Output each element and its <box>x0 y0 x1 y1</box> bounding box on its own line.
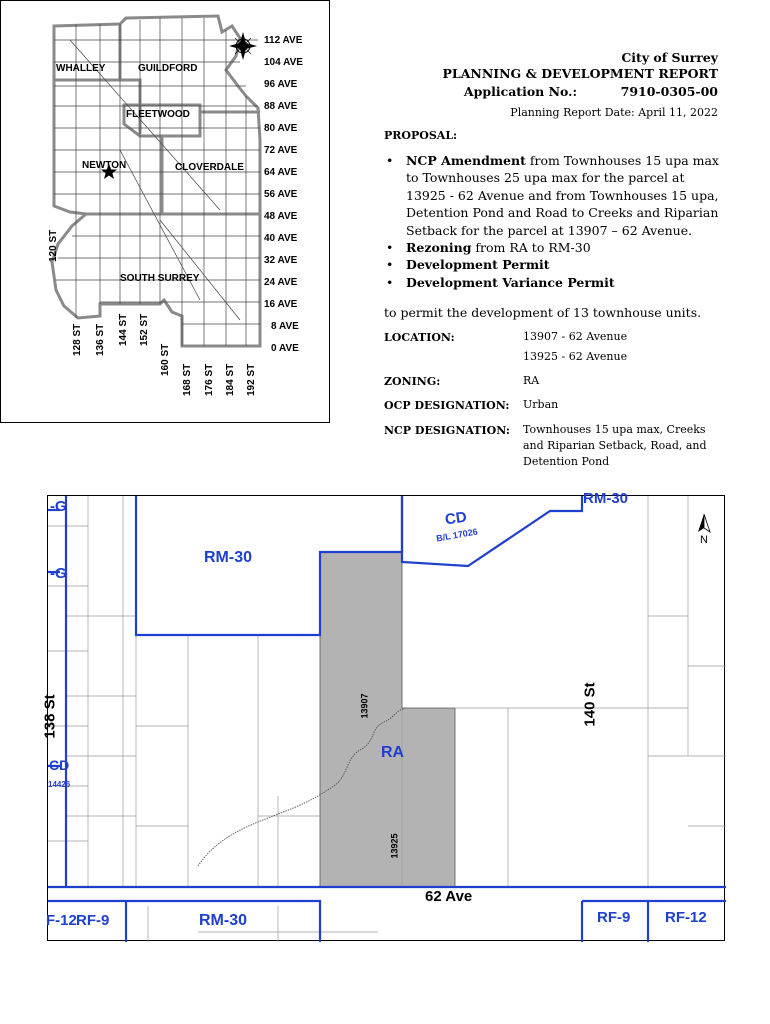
zone-label: CD <box>443 508 468 529</box>
district-label: SOUTH SURREY <box>120 273 200 284</box>
avenue-label: 0 AVE <box>271 343 299 354</box>
avenue-label: 104 AVE <box>264 57 303 68</box>
subject-parcel <box>320 552 455 887</box>
report-title: PLANNING & DEVELOPMENT REPORT <box>442 66 718 81</box>
proposal-item-detail: from RA to RM-30 <box>471 240 591 256</box>
street-label: 184 ST <box>225 363 236 396</box>
zone-label: -G <box>50 565 67 582</box>
district-label: GUILDFORD <box>138 63 198 74</box>
key-map <box>0 0 330 423</box>
zone-label: RM-30 <box>199 912 248 929</box>
proposal-item: • NCP Amendment from Townhouses 15 upa max to Townhouses 25 upa max for the parcel at 13925 - 62 Avenue and from Townhouses 15 upa, Detention Pond and Road to Creeks and Riparian Setback for the parcel at 13907 – 62 Avenue. <box>386 153 719 238</box>
report-date: Planning Report Date: April 11, 2022 <box>510 106 718 119</box>
district-label: FLEETWOOD <box>126 109 190 120</box>
ncp-value: Detention Pond <box>523 455 610 468</box>
ocp-value: Urban <box>523 398 559 411</box>
zone-label: RF-9 <box>76 912 110 929</box>
north-label: N <box>700 534 708 546</box>
street-label: 144 ST <box>118 313 129 346</box>
street-label: 160 ST <box>160 343 171 376</box>
proposal-item: • Rezoning from RA to RM-30 <box>386 240 591 256</box>
district-label: CLOVERDALE <box>175 162 244 173</box>
proposal-item-title: Rezoning <box>406 240 472 256</box>
avenue-label: 16 AVE <box>264 299 298 310</box>
proposal-item-detail: from Townhouses 15 upa max to Townhouses 25 upa max for the parcel at 13925 - 62 Avenue and from Townhouses 15 upa, Detention Pond and Road to Creeks and Riparian Setback for the parcel at 13907 – 62 Avenue. <box>406 153 719 238</box>
location-value: 13925 - 62 Avenue <box>523 350 628 363</box>
proposal-purpose: to permit the development of 13 townhouse units. <box>384 305 702 320</box>
street-label: 138 St <box>41 694 59 739</box>
application-value: 7910-0305-00 <box>620 84 718 99</box>
avenue-label: 72 AVE <box>264 145 298 156</box>
avenue-label: 48 AVE <box>264 211 298 222</box>
zone-label: RM-30 <box>583 490 629 507</box>
district-label: WHALLEY <box>56 63 106 74</box>
street-label: 176 ST <box>204 363 215 396</box>
zone-label: 14426 <box>48 780 71 789</box>
street-label: 128 ST <box>72 323 83 356</box>
street-label: 62 Ave <box>425 888 473 905</box>
avenue-label: 32 AVE <box>264 255 298 266</box>
proposal-list <box>384 152 722 291</box>
zone-label: RF-12 <box>665 909 707 926</box>
proposal-item-title: Development Permit <box>406 257 550 273</box>
street-label: 120 ST <box>48 229 59 262</box>
zone-label: RA <box>381 744 405 761</box>
ocp-label: OCP DESIGNATION: <box>384 399 510 412</box>
ncp-label: NCP DESIGNATION: <box>384 424 510 437</box>
site-map <box>41 490 725 941</box>
street-label: 192 ST <box>246 363 257 396</box>
org-name: City of Surrey <box>621 50 718 65</box>
zone-label: CD <box>49 757 70 773</box>
proposal-item: • Development Variance Permit <box>386 274 615 290</box>
avenue-label: 80 AVE <box>264 123 298 134</box>
application-label: Application No.: <box>463 84 578 99</box>
avenue-label: 24 AVE <box>264 277 298 288</box>
avenue-label: 64 AVE <box>264 167 298 178</box>
avenue-label: 88 AVE <box>264 101 298 112</box>
zone-label: RF-9 <box>597 909 631 926</box>
compass-rose-icon <box>229 32 257 60</box>
north-arrow-icon <box>698 514 710 532</box>
district-label: NEWTON <box>82 160 127 171</box>
ncp-value: and Riparian Setback, Road, and <box>523 439 707 452</box>
ncp-value: Townhouses 15 upa max, Creeks <box>523 423 706 436</box>
location-label: LOCATION: <box>384 331 455 344</box>
avenue-label: 56 AVE <box>264 189 298 200</box>
zoning-label: ZONING: <box>384 375 441 388</box>
avenue-label: 40 AVE <box>264 233 298 244</box>
avenue-label: 96 AVE <box>264 79 298 90</box>
proposal-item-title: Development Variance Permit <box>406 274 615 290</box>
street-label: 168 ST <box>182 363 193 396</box>
zone-label: RM-30 <box>204 549 253 566</box>
zone-label: F-12 <box>46 912 77 929</box>
street-label: 140 St <box>581 682 599 727</box>
street-label: 136 ST <box>95 323 106 356</box>
proposal-item: • Development Permit <box>386 257 550 273</box>
proposal-item-title: NCP Amendment <box>406 153 526 168</box>
street-label: 152 ST <box>139 313 150 346</box>
avenue-label: 8 AVE <box>271 321 299 332</box>
location-value: 13907 - 62 Avenue <box>523 330 628 343</box>
zoning-value: RA <box>523 374 540 387</box>
parcel-number: 13925 <box>389 833 400 859</box>
parcel-number: 13907 <box>359 693 370 719</box>
proposal-heading: PROPOSAL: <box>384 129 458 142</box>
application-number <box>464 84 718 99</box>
site-map-drawing <box>48 496 726 942</box>
avenue-label: 112 AVE <box>264 35 303 46</box>
zone-label: -G <box>50 498 67 515</box>
zone-label: B/L 17026 <box>435 526 479 544</box>
